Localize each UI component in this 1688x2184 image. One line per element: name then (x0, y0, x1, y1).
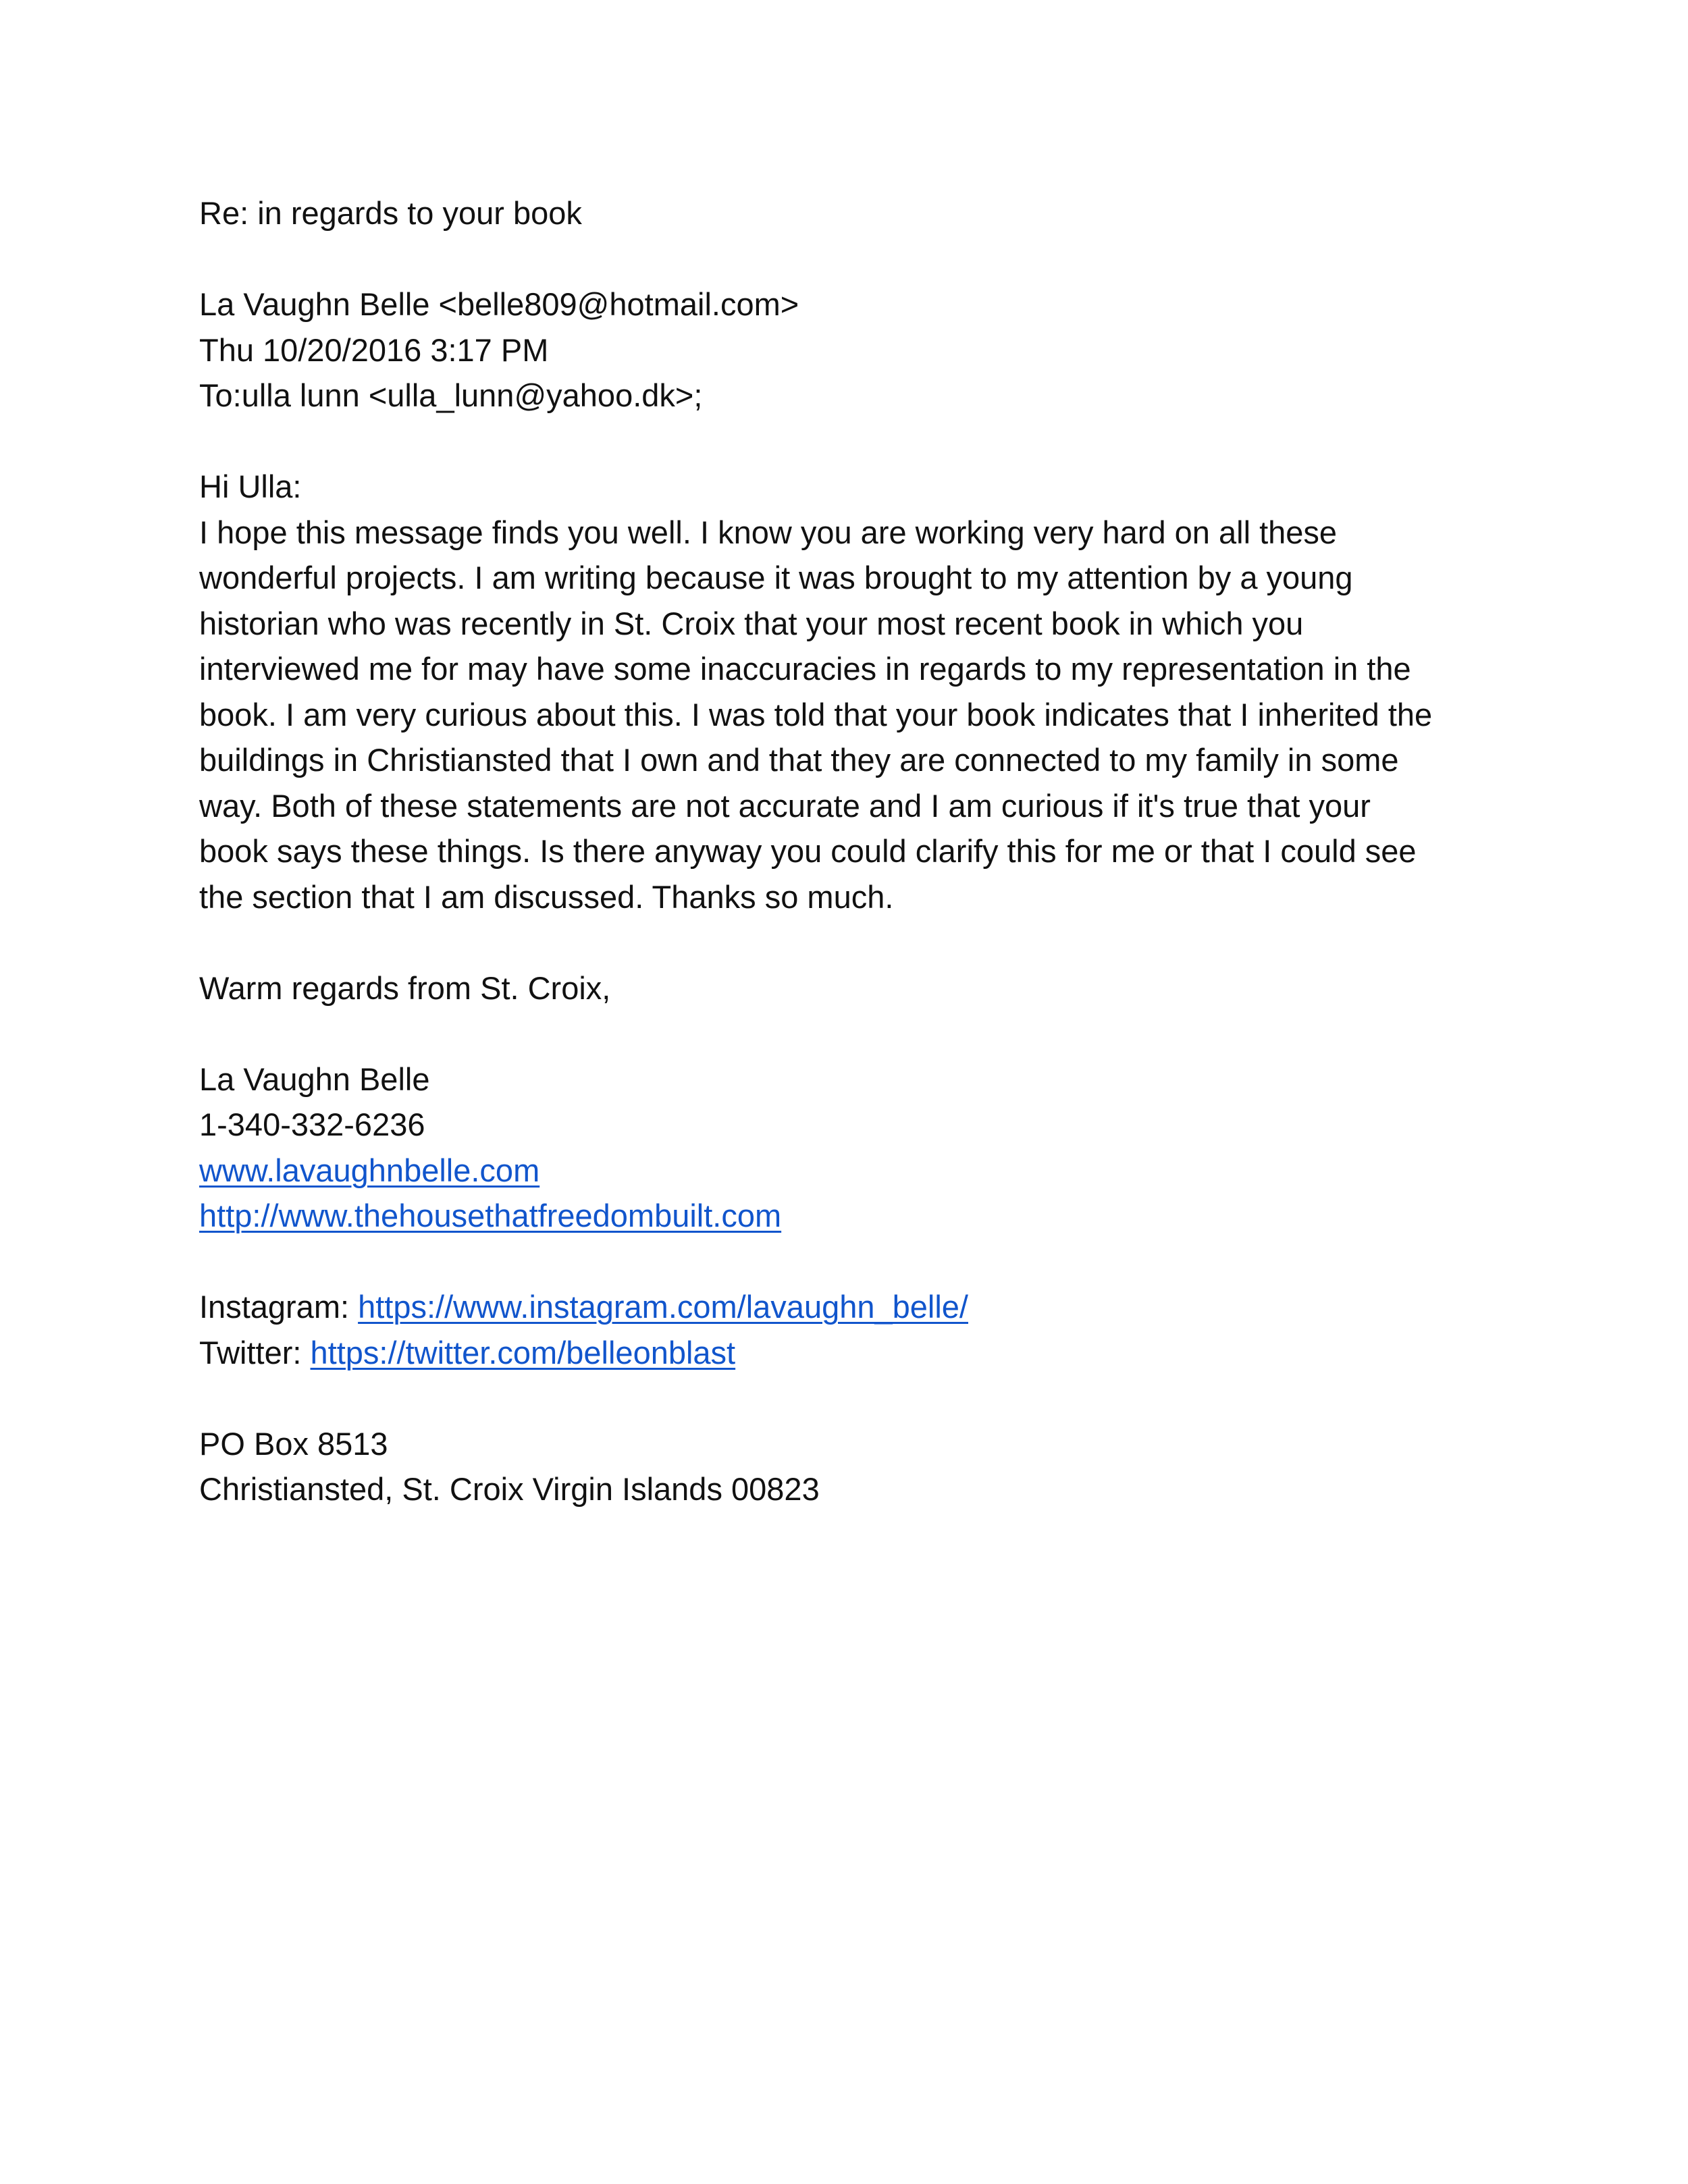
body-line: wonderful projects. I am writing because it was brought to my attention by a young (199, 560, 1353, 595)
body-line: the section that I am discussed. Thanks so much. (199, 878, 894, 915)
signature-name: La Vaughn Belle (199, 1061, 430, 1097)
twitter-label: Twitter: (199, 1334, 311, 1370)
spacer (199, 1011, 1516, 1057)
signature-website-row (199, 1148, 1516, 1194)
email-closing: Warm regards from St. Croix, (199, 969, 611, 1006)
twitter-link[interactable]: https://twitter.com/belleonblast (310, 1334, 736, 1370)
spacer (199, 1375, 1516, 1421)
email-greeting: Hi Ulla: (199, 469, 302, 504)
email-from: La Vaughn Belle <belle809@hotmail.com> (199, 286, 799, 322)
instagram-label: Instagram: (199, 1289, 359, 1325)
signature-website-row (199, 1193, 1516, 1239)
body-line: book says these things. Is there anyway you could clarify this for me or that I could see (199, 833, 1417, 869)
signature-instagram-row (199, 1284, 1516, 1330)
spacer (199, 920, 1516, 965)
body-line: book. I am very curious about this. I was told that your book indicates that I inherited the (199, 696, 1433, 733)
email-to: To:ulla lunn <ulla_lunn@yahoo.dk>; (199, 377, 703, 413)
address-line-1: PO Box 8513 (199, 1425, 388, 1462)
instagram-link[interactable]: https://www.instagram.com/lavaughn_belle/ (358, 1289, 968, 1325)
address-line-2: Christiansted, St. Croix Virgin Islands 00823 (199, 1471, 820, 1507)
body-line: interviewed me for may have some inaccuracies in regards to my representation in the (199, 651, 1411, 687)
spacer (199, 419, 1516, 464)
website-link-thehousethatfreedombuilt[interactable]: http://www.thehousethatfreedombuilt.com (199, 1198, 782, 1233)
spacer (199, 236, 1516, 282)
website-link-lavaughnbelle[interactable]: www.lavaughnbelle.com (199, 1152, 540, 1188)
body-line: historian who was recently in St. Croix that your most recent book in which you (199, 605, 1304, 641)
email-date: Thu 10/20/2016 3:17 PM (199, 331, 549, 368)
signature-twitter-row (199, 1330, 1516, 1376)
body-line: way. Both of these statements are not accurate and I am curious if it's true that your (199, 787, 1371, 824)
email-body-paragraph (199, 510, 1516, 920)
body-line: buildings in Christiansted that I own and that they are connected to my family in some (199, 742, 1399, 778)
email-subject: Re: in regards to your book (199, 195, 582, 231)
signature-phone: 1-340-332-6236 (199, 1107, 425, 1142)
body-line: I hope this message finds you well. I know you are working very hard on all these (199, 514, 1338, 550)
email-content (199, 190, 1516, 1512)
spacer (199, 1239, 1516, 1285)
